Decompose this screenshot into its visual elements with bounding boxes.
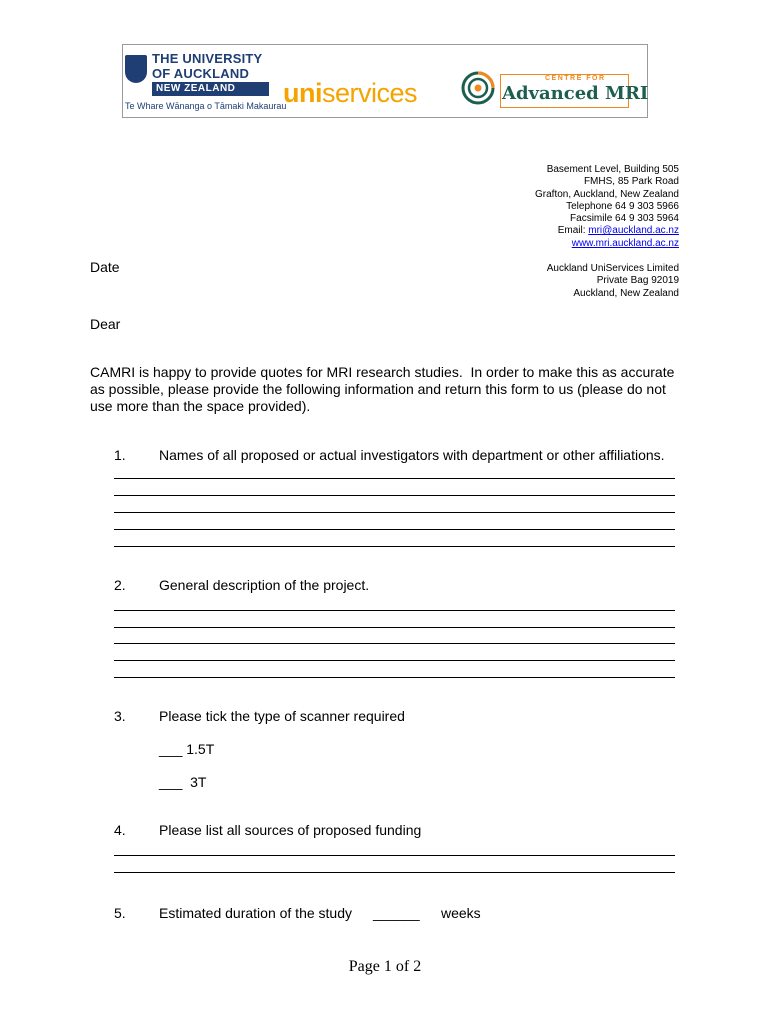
- answer-line[interactable]: [114, 512, 675, 513]
- university-name-line2: OF AUCKLAND: [152, 66, 250, 81]
- camri-logo-name: Advanced MRI: [502, 83, 649, 104]
- question-4-number: 4.: [114, 822, 126, 838]
- uniservices-bold: uni: [283, 78, 322, 108]
- intro-line2: as possible, please provide the following information and return this form to us (please do not: [90, 381, 666, 397]
- answer-line[interactable]: [114, 677, 675, 678]
- question-2-number: 2.: [114, 577, 126, 593]
- intro-line1: CAMRI is happy to provide quotes for MRI research studies. In order to make this as accurate: [90, 364, 675, 380]
- uniservices-logo: [283, 78, 417, 108]
- answer-line[interactable]: [114, 855, 675, 856]
- question-1-number: 1.: [114, 447, 126, 463]
- question-3-number: 3.: [114, 708, 126, 724]
- question-3-text: Please tick the type of scanner required: [159, 708, 405, 724]
- camri-logo-small: CENTRE FOR: [545, 75, 606, 82]
- email-label: Email:: [557, 225, 589, 237]
- question-5-text: Estimated duration of the study: [159, 905, 352, 921]
- postal-line1: Auckland UniServices Limited: [546, 263, 679, 274]
- answer-line[interactable]: [114, 495, 675, 496]
- address-line2: FMHS, 85 Park Road: [583, 176, 679, 188]
- postal-address: [547, 263, 679, 300]
- duration-blank[interactable]: ______: [373, 905, 420, 921]
- date-label: Date: [90, 259, 120, 275]
- scanner-option-1-5t[interactable]: ___ 1.5T: [159, 741, 215, 757]
- postal-line2: Private Bag 92019: [596, 275, 679, 287]
- question-1-text: Names of all proposed or actual investigators with department or other affiliations.: [159, 447, 665, 463]
- answer-line[interactable]: [114, 478, 675, 479]
- page-number: Page 1 of 2: [348, 958, 422, 975]
- university-name-line1: THE UNIVERSITY: [152, 51, 263, 66]
- address-line3: Grafton, Auckland, New Zealand: [535, 188, 679, 200]
- header-logo-strip: [122, 44, 648, 118]
- university-country-banner: NEW ZEALAND: [152, 82, 269, 96]
- answer-line[interactable]: [114, 660, 675, 661]
- street-address: [535, 164, 679, 250]
- university-crest-icon: [125, 55, 147, 83]
- salutation: Dear: [90, 316, 121, 332]
- answer-line[interactable]: [114, 627, 675, 628]
- question-2-text: General description of the project.: [159, 577, 370, 593]
- uniservices-rest: services: [322, 78, 418, 108]
- answer-line[interactable]: [114, 546, 675, 547]
- answer-line[interactable]: [114, 610, 675, 611]
- university-maori-name: Te Whare Wānanga o Tāmaki Makaurau: [125, 101, 287, 111]
- intro-paragraph: [90, 364, 674, 415]
- answer-line[interactable]: [114, 529, 675, 530]
- email-link[interactable]: mri@auckland.ac.nz: [588, 225, 679, 237]
- question-4-text: Please list all sources of proposed funding: [159, 822, 422, 838]
- answer-line[interactable]: [114, 643, 675, 644]
- scanner-option-3t[interactable]: ___ 3T: [159, 774, 207, 790]
- university-logo: [125, 49, 287, 113]
- intro-line3: use more than the space provided).: [90, 398, 311, 414]
- website-link[interactable]: www.mri.auckland.ac.nz: [571, 237, 679, 249]
- answer-line[interactable]: [114, 872, 675, 873]
- camri-target-icon: [461, 71, 495, 105]
- website-line: [535, 238, 679, 250]
- postal-line3: Auckland, New Zealand: [573, 287, 679, 299]
- facsimile: Facsimile 64 9 303 5964: [570, 213, 679, 225]
- telephone: Telephone 64 9 303 5966: [566, 200, 679, 212]
- duration-unit: weeks: [441, 905, 481, 921]
- question-5-number: 5.: [114, 905, 126, 921]
- address-line1: Basement Level, Building 505: [546, 164, 679, 175]
- email-line: [535, 225, 679, 237]
